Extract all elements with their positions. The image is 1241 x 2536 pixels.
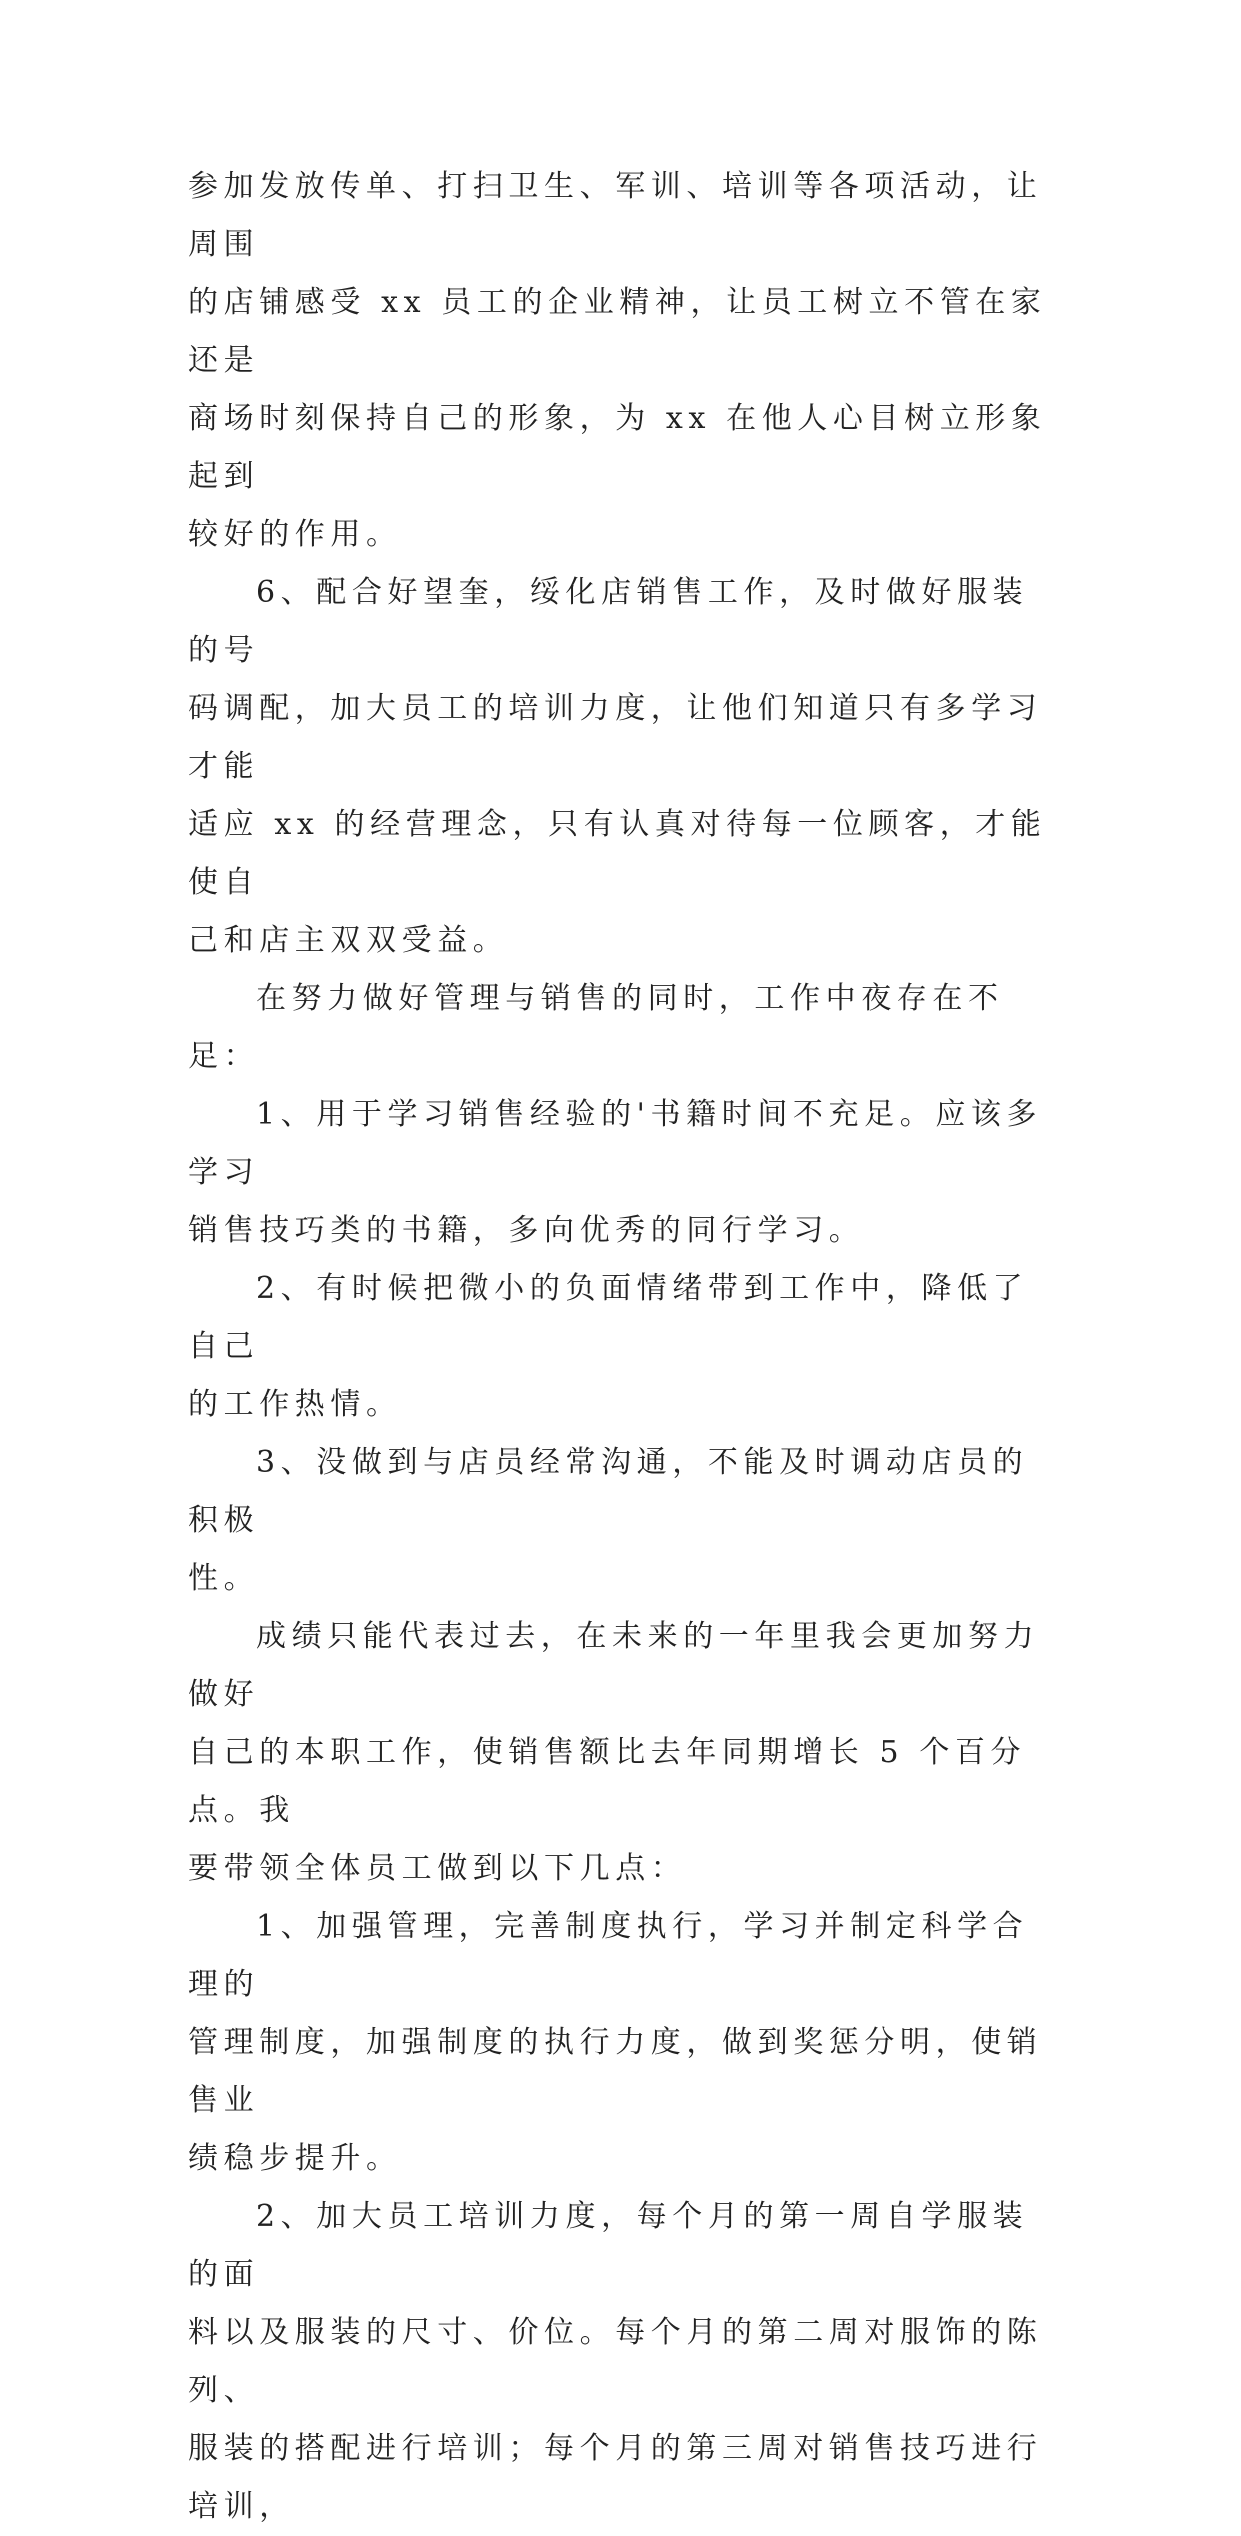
paragraph-6 — [188, 1434, 1056, 1608]
text-line: 较好的作用。 — [188, 517, 402, 552]
text-line: 2、加大员工培训力度，每个月的第一周自学服装的面 — [188, 2199, 1029, 2292]
text-line: 码调配，加大员工的培训力度，让他们知道只有多学习才能 — [188, 691, 1043, 784]
text-line: 参加发放传单、打扫卫生、军训、培训等各项活动，让周围 — [188, 169, 1043, 262]
text-line: 自己的本职工作，使销售额比去年同期增长 5 个百分点。我 — [188, 1735, 1027, 1828]
paragraph-7 — [188, 1608, 1056, 1898]
text-line: 3、没做到与店员经常沟通，不能及时调动店员的积极 — [188, 1445, 1029, 1538]
text-line: 销售技巧类的书籍，多向优秀的同行学习。 — [188, 1213, 865, 1248]
text-line: 性。 — [188, 1561, 260, 1596]
paragraph-4 — [188, 1086, 1056, 1260]
text-line: 6、配合好望奎，绥化店销售工作，及时做好服装的号 — [188, 575, 1029, 668]
paragraph-5 — [188, 1260, 1056, 1434]
text-line: 在努力做好管理与销售的同时，工作中夜存在不足： — [188, 981, 1004, 1074]
text-line: 服装的搭配进行培训；每个月的第三周对销售技巧进行培训， — [188, 2431, 1043, 2524]
text-line: 成绩只能代表过去，在未来的一年里我会更加努力做好 — [188, 1619, 1040, 1712]
paragraph-3 — [188, 970, 1056, 1086]
paragraph-9 — [188, 2188, 1056, 2536]
paragraph-1 — [188, 158, 1056, 564]
text-line: 的工作热情。 — [188, 1387, 402, 1422]
text-line: 适应 xx 的经营理念，只有认真对待每一位顾客，才能使自 — [188, 807, 1047, 900]
text-line: 2、有时候把微小的负面情绪带到工作中，降低了自己 — [188, 1271, 1029, 1364]
text-line: 1、加强管理，完善制度执行，学习并制定科学合理的 — [188, 1909, 1029, 2002]
text-line: 1、用于学习销售经验的'书籍时间不充足。应该多学习 — [188, 1097, 1043, 1190]
text-line: 管理制度，加强制度的执行力度，做到奖惩分明，使销售业 — [188, 2025, 1043, 2118]
text-line: 己和店主双双受益。 — [188, 923, 509, 958]
text-line: 料以及服装的尺寸、价位。每个月的第二周对服饰的陈列、 — [188, 2315, 1043, 2408]
paragraph-8 — [188, 1898, 1056, 2188]
text-line: 绩稳步提升。 — [188, 2141, 402, 2176]
text-line: 的店铺感受 xx 员工的企业精神，让员工树立不管在家还是 — [188, 285, 1047, 378]
paragraph-2 — [188, 564, 1056, 970]
document-body — [188, 158, 1056, 2536]
text-line: 商场时刻保持自己的形象，为 xx 在他人心目树立形象起到 — [188, 401, 1047, 494]
text-line: 要带领全体员工做到以下几点： — [188, 1851, 687, 1886]
